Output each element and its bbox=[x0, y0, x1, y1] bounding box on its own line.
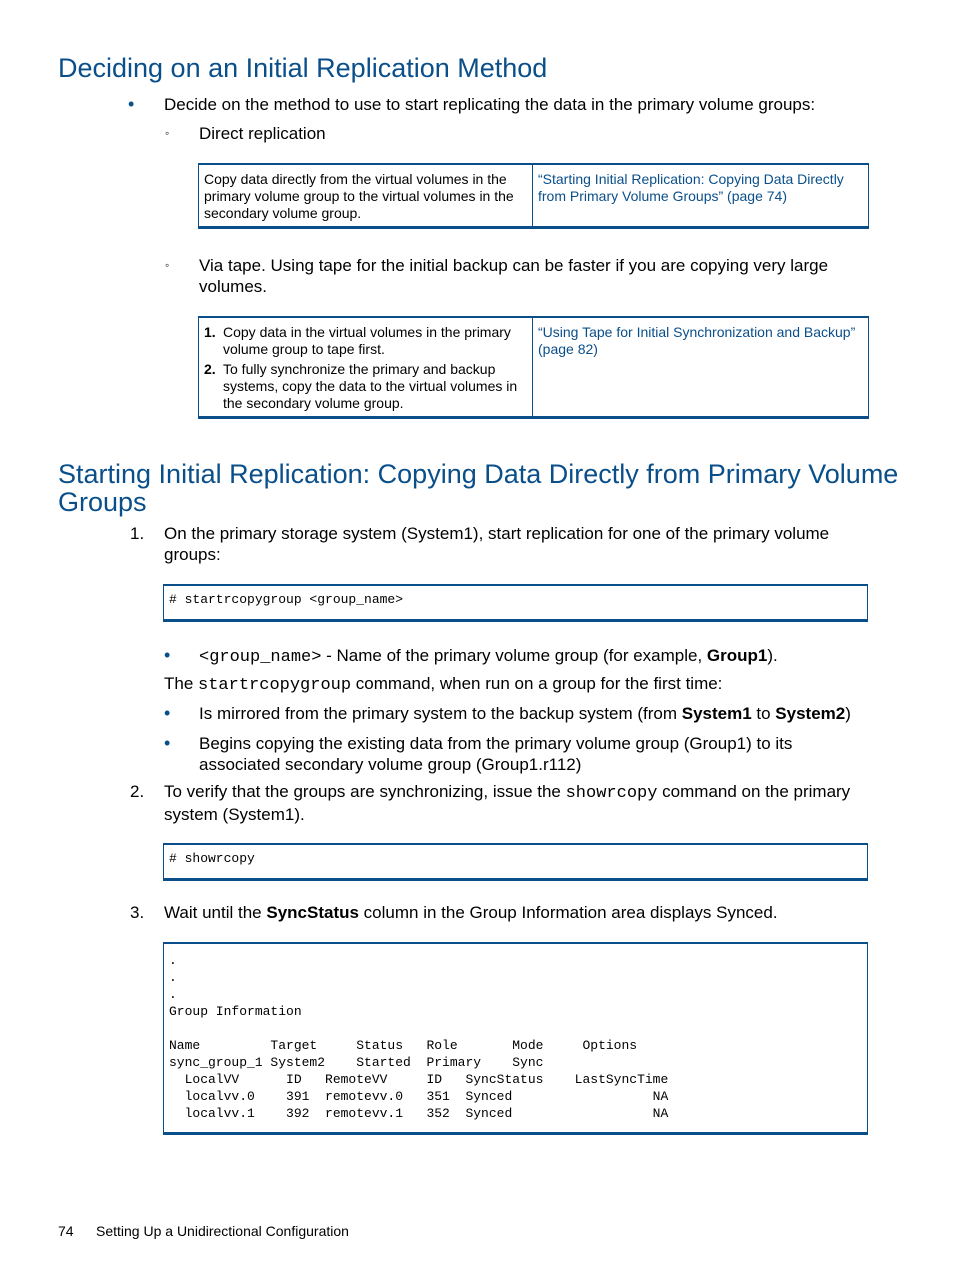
decide-bullet-text: Decide on the method to use to start replicating the data in the primary volume groups: bbox=[164, 95, 816, 114]
section-heading-deciding: Deciding on an Initial Replication Method bbox=[58, 53, 548, 83]
step-number: 3. bbox=[130, 903, 145, 922]
circle-bullet-icon: ◦ bbox=[165, 258, 170, 272]
list-item: 1. Copy data in the virtual volumes in the primary volume group to tape first. bbox=[204, 324, 511, 357]
tape-steps-cell bbox=[199, 317, 533, 418]
page-number: 74 bbox=[58, 1223, 74, 1239]
code-startrcopygroup: # startrcopygroup <group_name> bbox=[163, 584, 868, 622]
bullet-dot-icon: • bbox=[164, 645, 171, 665]
code-showrcopy-output: . . . Group Information Name Target Status Role Mode Options sync_group_1 System2 Started Primary Sync LocalVV ID RemoteVV ID SyncStatus LastSyncTime localvv.0 391 remotevv.0 351 Synced NA localvv.1 392 remotevv.1 352 Synced NA bbox=[163, 942, 868, 1135]
direct-replication-table bbox=[198, 163, 869, 229]
direct-replication-link[interactable]: “Starting Initial Replication: Copying Data Directly from Primary Volume Groups” (page 74) bbox=[538, 171, 844, 204]
direct-replication-description: Copy data directly from the virtual volumes in the primary volume group to the virtual volumes in the secondary volume group. bbox=[199, 164, 533, 228]
tape-replication-table bbox=[198, 316, 869, 419]
list-item: 2. To fully synchronize the primary and backup systems, copy the data to the virtual volumes in the secondary volume group. bbox=[204, 361, 518, 411]
copying-bullet: Begins copying the existing data from the primary volume group (Group1) to its associated secondary volume group (Group1.r112) bbox=[199, 734, 793, 774]
code-showrcopy: # showrcopy bbox=[163, 843, 868, 881]
option-direct-label: Direct replication bbox=[199, 124, 326, 143]
command-intro: The startrcopygroup command, when run on a group for the first time: bbox=[164, 674, 723, 695]
group-name-param: <group_name> - Name of the primary volume group (for example, Group1). bbox=[199, 646, 778, 667]
circle-bullet-icon: ◦ bbox=[165, 126, 170, 140]
section-heading-starting: Starting Initial Replication: Copying Data Directly from Primary Volume Groups bbox=[58, 459, 899, 517]
bullet-dot-icon: • bbox=[164, 703, 171, 723]
mirrored-bullet: Is mirrored from the primary system to the backup system (from System1 to System2) bbox=[199, 704, 851, 723]
option-tape-label: Via tape. Using tape for the initial backup can be faster if you are copying very large volumes. bbox=[199, 256, 829, 296]
tape-steps-list bbox=[204, 324, 527, 412]
tape-replication-link[interactable]: “Using Tape for Initial Synchronization and Backup” (page 82) bbox=[538, 324, 856, 357]
chapter-title: Setting Up a Unidirectional Configuration bbox=[96, 1223, 349, 1239]
step3-text: Wait until the SyncStatus column in the Group Information area displays Synced. bbox=[164, 903, 778, 922]
step2-text: To verify that the groups are synchronizing, issue the showrcopy command on the primary system (System1). bbox=[164, 782, 851, 824]
step-number: 2. bbox=[130, 782, 145, 801]
bullet-dot-icon: • bbox=[128, 94, 135, 114]
bullet-dot-icon: • bbox=[164, 733, 171, 753]
step1-text: On the primary storage system (System1), start replication for one of the primary volume groups: bbox=[164, 524, 830, 564]
step-number: 1. bbox=[130, 524, 145, 543]
